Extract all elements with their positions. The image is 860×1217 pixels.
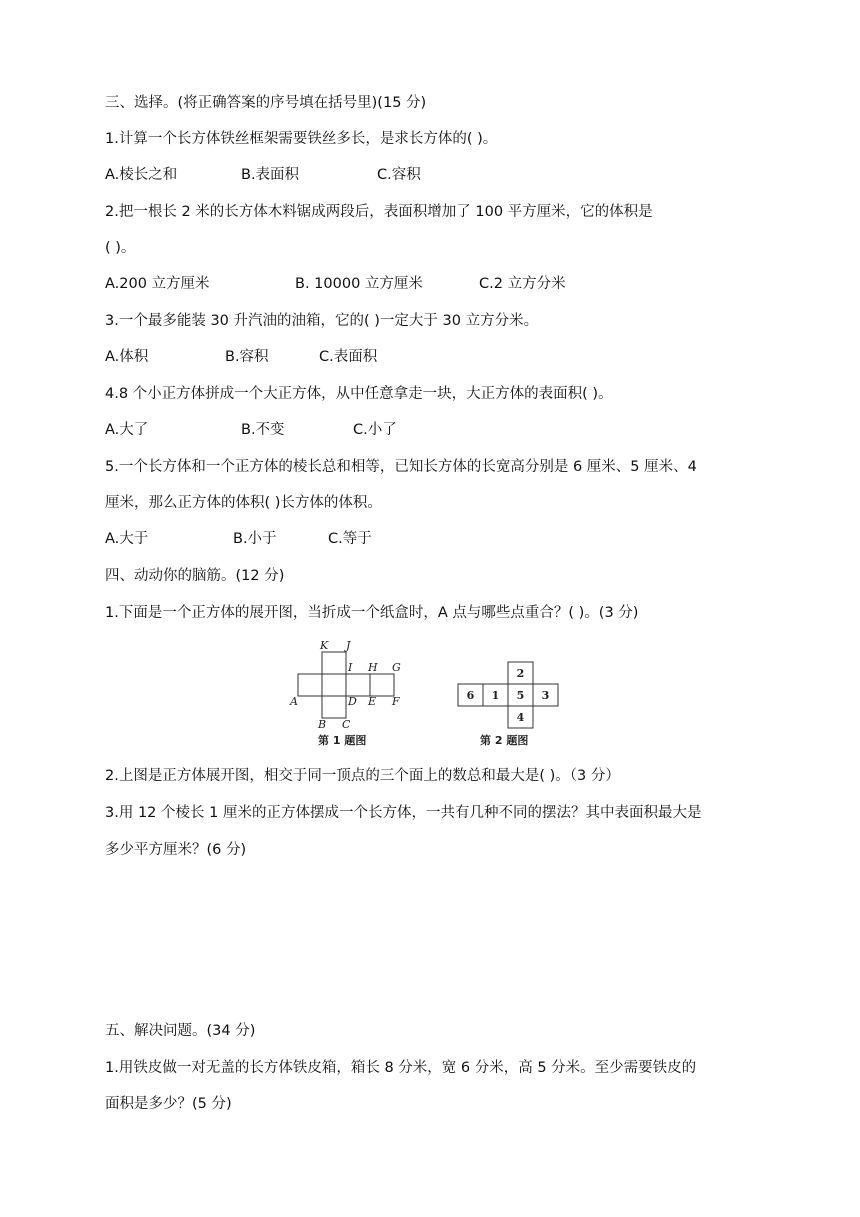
label-g: G [392, 661, 401, 674]
s4-q1-text: 1.下面是一个正方体的展开图，当折成一个纸盒时，A 点与哪些点重合？( )。(3 分) [105, 605, 639, 621]
option-b: B.不变 [241, 422, 285, 438]
s3-q5-options [105, 529, 372, 549]
s4-q3-text-line2: 多少平方厘米？(6 分) [105, 842, 247, 858]
s3-q1-text: 1.计算一个长方体铁丝框架需要铁丝多长，是求长方体的( )。 [105, 131, 498, 147]
label-h: H [368, 661, 378, 674]
label-d: D [348, 695, 357, 708]
s3-q3-text: 3.一个最多能装 30 升汽油的油箱，它的( )一定大于 30 立方分米。 [105, 313, 539, 329]
option-b: B. 10000 立方厘米 [295, 276, 423, 292]
label-a: A [290, 695, 298, 708]
option-a: A.大了 [105, 422, 149, 438]
s4-q2-text: 2.上图是正方体展开图，相交于同一顶点的三个面上的数总和最大是( )。（3 分） [105, 768, 620, 784]
s3-q5-text-line1: 5.一个长方体和一个正方体的棱长总和相等，已知长方体的长宽高分别是 6 厘米、5 厘米、4 [105, 459, 697, 475]
s3-q1-options [105, 165, 421, 185]
net-figures [280, 636, 580, 755]
net1-square [322, 674, 346, 696]
label-f: F [392, 695, 400, 708]
s3-q4-options [105, 420, 397, 440]
net1-square [346, 674, 370, 696]
figure1-caption: 第 1 题图 [318, 734, 367, 747]
option-b: B.表面积 [241, 167, 300, 183]
s3-q4-text: 4.8 个小正方体拼成一个大正方体，从中任意拿走一块，大正方体的表面积( )。 [105, 386, 613, 402]
face-4: 4 [516, 711, 525, 724]
section3-title: 三、选择。(将正确答案的序号填在括号里)(15 分) [105, 95, 427, 111]
face-6: 6 [466, 689, 475, 702]
label-e: E [368, 695, 377, 708]
section4-title: 四、动动你的脑筋。(12 分) [105, 568, 285, 584]
label-k: K [320, 639, 329, 652]
option-c: C.表面积 [319, 349, 378, 365]
option-a: A.200 立方厘米 [105, 276, 210, 292]
s3-q3-options [105, 347, 377, 367]
option-c: C.等于 [328, 531, 372, 547]
label-j: J [346, 639, 351, 652]
figure1-net [298, 652, 394, 718]
s3-q5-text-line2: 厘米，那么正方体的体积( )长方体的体积。 [105, 495, 382, 511]
s5-q1-text-line1: 1.用铁皮做一对无盖的长方体铁皮箱，箱长 8 分米，宽 6 分米，高 5 分米。至少需要铁皮的 [105, 1060, 697, 1076]
option-a: A.大于 [105, 531, 149, 547]
option-a: A.体积 [105, 349, 149, 365]
s5-q1-text-line2: 面积是多少？(5 分) [105, 1096, 232, 1112]
s3-q2-options [105, 274, 566, 294]
s3-q2-text-line1: 2.把一根长 2 米的长方体木料锯成两段后，表面积增加了 100 平方厘米，它的体积是 [105, 204, 653, 220]
net1-square [298, 674, 322, 696]
option-a: A.棱长之和 [105, 167, 178, 183]
face-1: 1 [491, 689, 500, 702]
label-i: I [348, 661, 353, 674]
label-b: B [318, 718, 327, 731]
net1-bottom-square [322, 696, 346, 718]
option-c: C.容积 [377, 167, 421, 183]
face-3: 3 [541, 689, 550, 702]
net1-top-square [322, 652, 346, 674]
net1-square [370, 674, 394, 696]
option-b: B.小于 [233, 531, 277, 547]
figure2-caption: 第 2 题图 [480, 734, 529, 747]
s4-q3-text-line1: 3.用 12 个棱长 1 厘米的正方体摆成一个长方体，一共有几种不同的摆法？其中表面积最大是 [105, 805, 702, 821]
option-b: B.容积 [225, 349, 269, 365]
option-c: C.2 立方分米 [479, 276, 566, 292]
s3-q2-text-line2: ( )。 [105, 240, 136, 256]
face-5: 5 [516, 689, 525, 702]
section5-title: 五、解决问题。(34 分) [105, 1023, 256, 1039]
label-c: C [342, 718, 351, 731]
face-2: 2 [516, 667, 525, 680]
figure1-labels [289, 639, 401, 731]
option-c: C.小了 [353, 422, 397, 438]
